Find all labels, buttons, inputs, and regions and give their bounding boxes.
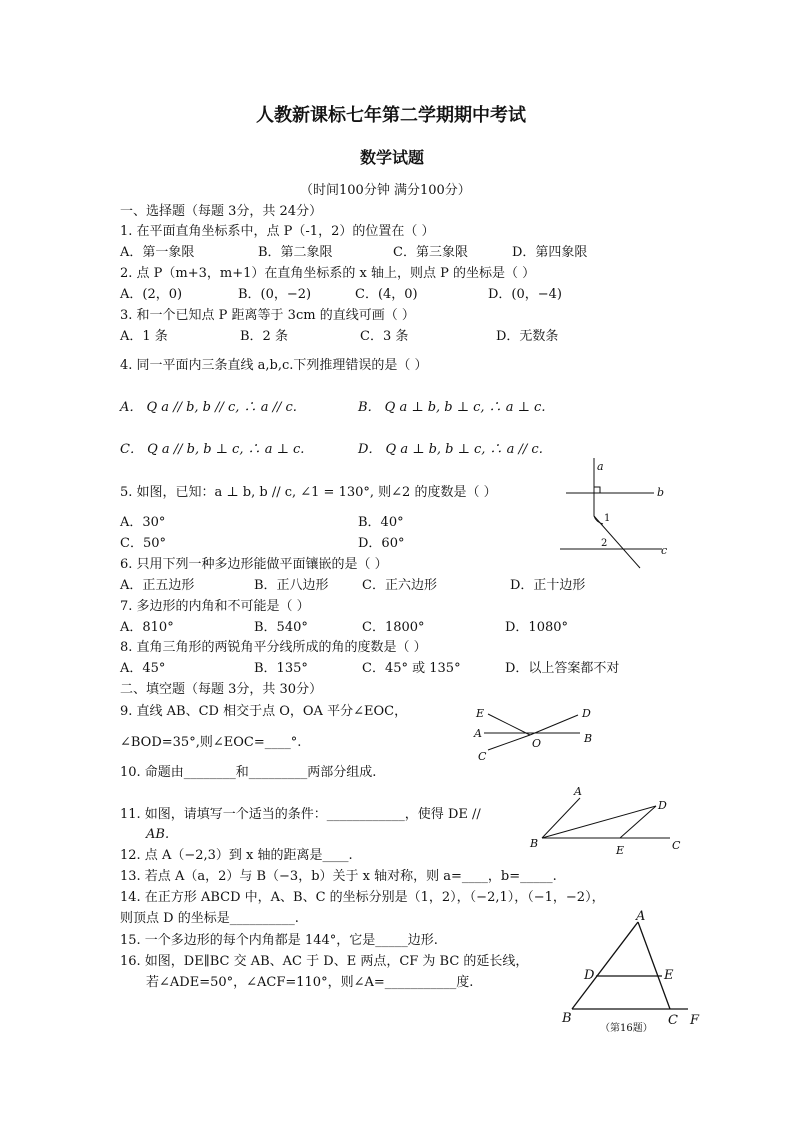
label-C: C: [672, 839, 681, 852]
option-d: D．第四象限: [512, 245, 588, 260]
option-b: B．135°: [254, 661, 308, 676]
option-c: C． Q a // b, b ⊥ c, ∴ a ⊥ c.: [120, 442, 305, 457]
label-c: c: [661, 544, 668, 557]
question-stem: AB.: [146, 827, 170, 842]
label-F: F: [690, 1013, 700, 1028]
label-B: B: [562, 1011, 572, 1026]
label-B: B: [584, 732, 593, 745]
figure-caption: （第16题）: [600, 1023, 653, 1034]
section-heading: 一、选择题（每题 3分，共 24分）: [120, 204, 323, 219]
question-stem: 16. 如图，DE∥BC 交 AB、AC 于 D、E 两点，CF 为 BC 的延长线，: [120, 954, 529, 969]
label-2: 2: [601, 538, 608, 549]
option-a: A．第一象限: [120, 245, 195, 260]
label-E: E: [476, 707, 485, 720]
label-D: D: [584, 968, 595, 983]
label-A: A: [574, 785, 582, 798]
option-a: A．(2，0): [120, 287, 183, 302]
option-d: D．(0，−4): [488, 287, 563, 302]
page-subtitle: 数学试题: [360, 148, 425, 167]
label-C: C: [668, 1013, 678, 1028]
option-d: D．60°: [358, 536, 405, 551]
option-c: C．45° 或 135°: [362, 661, 461, 676]
option-b: B．正八边形: [254, 578, 329, 593]
label-1: 1: [604, 513, 611, 524]
option-b: B．40°: [358, 515, 404, 530]
label-B: B: [530, 837, 539, 850]
option-c: C．50°: [120, 536, 166, 551]
question-stem: 15. 一个多边形的每个内角都是 144°，它是_____边形.: [120, 933, 438, 948]
label-C: C: [478, 750, 487, 763]
option-b: B． Q a ⊥ b, b ⊥ c, ∴ a ⊥ c.: [358, 400, 546, 415]
option-d: D．1080°: [505, 620, 569, 635]
option-a: A． Q a // b, b // c, ∴ a // c.: [120, 400, 297, 415]
q5-figure: [558, 458, 678, 578]
label-E: E: [664, 968, 674, 983]
question-stem: 2. 点 P（m+3，m+1）在直角坐标系的 x 轴上，则点 P 的坐标是（ ）: [120, 266, 536, 281]
question-stem: 若∠ADE=50°，∠ACF=110°，则∠A=___________度.: [146, 975, 474, 990]
question-stem: 3. 和一个已知点 P 距离等于 3cm 的直线可画（ ）: [120, 308, 415, 323]
question-stem: 13. 若点 A（a，2）与 B（−3，b）关于 x 轴对称，则 a=____，b=_____.: [120, 869, 557, 884]
option-a: A．1 条: [120, 329, 168, 344]
question-stem: 14. 在正方形 ABCD 中，A、B、C 的坐标分别是（1，2），（−2,1），（−1，−2），: [120, 890, 605, 905]
option-b: B．2 条: [240, 329, 288, 344]
option-b: B．540°: [254, 620, 308, 635]
question-stem: 9. 直线 AB、CD 相交于点 O，OA 平分∠EOC，: [120, 704, 408, 719]
question-stem: 5. 如图，已知：a ⊥ b, b // c, ∠1 = 130°, 则∠2 的度数是（ ）: [120, 485, 497, 500]
option-d: D． Q a ⊥ b, b ⊥ c, ∴ a // c.: [358, 442, 543, 457]
option-c: C．正六边形: [362, 578, 437, 593]
label-O: O: [532, 737, 542, 750]
option-c: C．1800°: [362, 620, 425, 635]
q9-figure: [472, 704, 602, 764]
question-stem: 10. 命题由________和_________两部分组成.: [120, 765, 377, 780]
label-a: a: [597, 460, 604, 473]
option-b: B．(0，−2): [238, 287, 312, 302]
option-a: A．30°: [120, 515, 166, 530]
option-c: C．第三象限: [393, 245, 468, 260]
question-stem: 1. 在平面直角坐标系中，点 P（-1，2）的位置在（ ）: [120, 224, 435, 239]
question-stem: ∠BOD=35°,则∠EOC=____°.: [120, 735, 302, 750]
section-heading: 二、填空题（每题 3分，共 30分）: [120, 682, 323, 697]
option-d: D．无数条: [496, 329, 559, 344]
q16-figure: [556, 908, 706, 1038]
option-d: D．以上答案都不对: [505, 661, 620, 676]
option-a: A．正五边形: [120, 578, 195, 593]
question-stem: 则顶点 D 的坐标是__________.: [120, 911, 299, 926]
label-A: A: [636, 909, 646, 924]
option-c: C．(4，0): [355, 287, 418, 302]
option-d: D．正十边形: [510, 578, 586, 593]
question-stem: 12. 点 A（−2,3）到 x 轴的距离是____.: [120, 848, 353, 863]
page-title: 人教新课标七年第二学期期中考试: [256, 105, 526, 126]
option-a: A．45°: [120, 661, 166, 676]
q11-figure: [528, 786, 688, 856]
label-D: D: [582, 707, 591, 720]
question-stem: 6. 只用下列一种多边形能做平面镶嵌的是（ ）: [120, 557, 388, 572]
question-stem: 8. 直角三角形的两锐角平分线所成的角的度数是（ ）: [120, 640, 427, 655]
question-stem: 11. 如图，请填写一个适当的条件：____________，使得 DE //: [120, 807, 481, 822]
label-b: b: [657, 486, 665, 499]
label-D: D: [658, 799, 667, 812]
exam-info: （时间100分钟 满分100分）: [300, 183, 471, 198]
option-b: B．第二象限: [258, 245, 333, 260]
option-a: A．810°: [120, 620, 174, 635]
question-stem: 4. 同一平面内三条直线 a,b,c.下列推理错误的是（ ）: [120, 358, 428, 373]
option-c: C．3 条: [360, 329, 409, 344]
label-A: A: [474, 727, 482, 740]
label-E: E: [616, 844, 625, 857]
question-stem: 7. 多边形的内角和不可能是（ ）: [120, 599, 310, 614]
